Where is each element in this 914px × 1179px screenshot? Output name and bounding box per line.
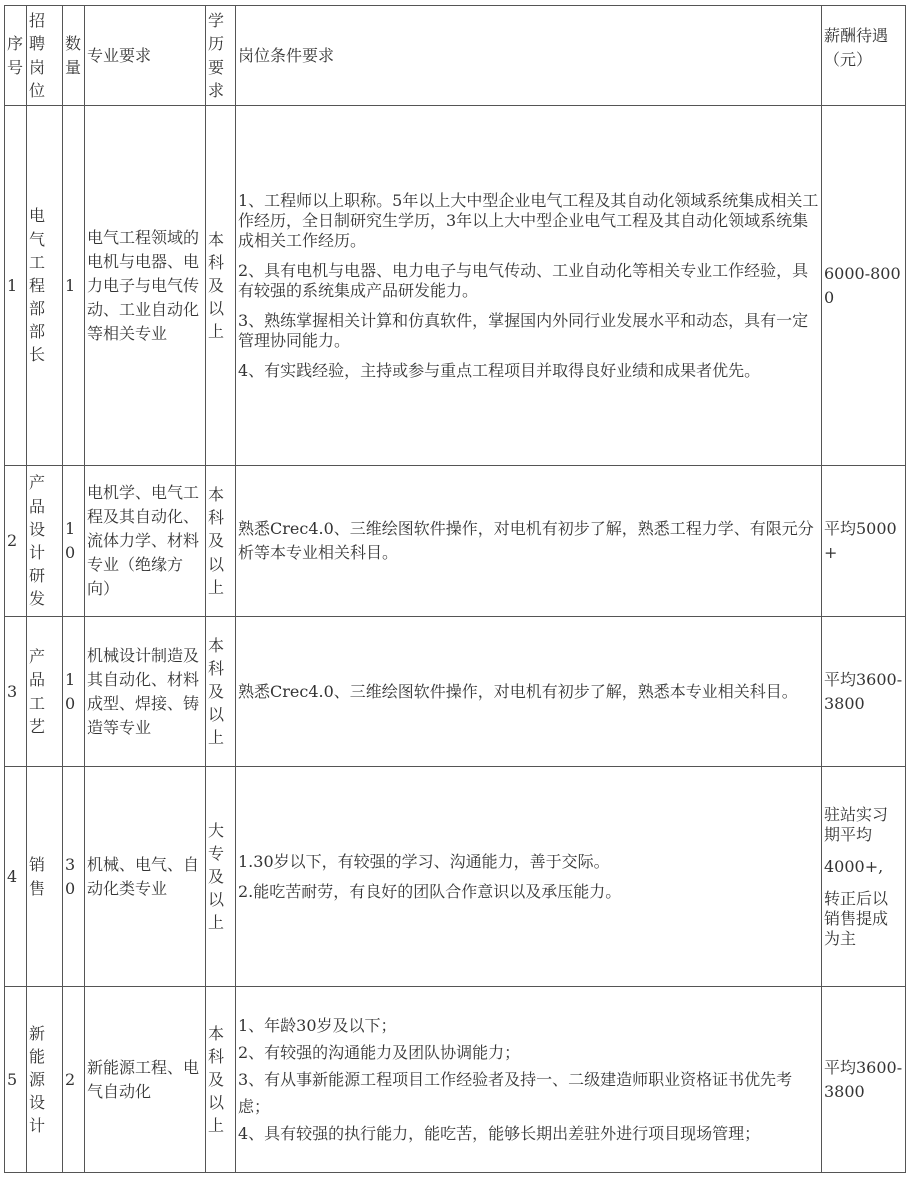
- row-count: 1: [63, 106, 85, 466]
- row-no: 3: [5, 617, 27, 767]
- header-count: 数量: [63, 6, 85, 106]
- table-row: [5, 987, 906, 1173]
- condition-item: 2.能吃苦耐劳，有良好的团队合作意识以及承压能力。: [238, 881, 622, 901]
- header-major: 专业要求: [85, 6, 206, 106]
- row-salary: 6000-8000: [822, 106, 906, 466]
- row-major: 机械、电气、自动化类专业: [85, 767, 206, 987]
- condition-item: 3、熟练掌握相关计算和仿真软件，掌握国内外同行业发展水平和动态，具有一定管理协同能力。: [238, 310, 809, 350]
- row-salary: 平均3600-3800: [822, 617, 906, 767]
- row-major: 电机学、电气工程及其自动化、流体力学、材料专业（绝缘方向）: [85, 466, 206, 617]
- row-count: 10: [63, 466, 85, 617]
- row-conditions: [236, 767, 822, 987]
- condition-item: 1.30岁以下，有较强的学习、沟通能力，善于交际。: [238, 851, 610, 871]
- table-row: [5, 466, 906, 617]
- table-row: [5, 617, 906, 767]
- row-no: 5: [5, 987, 27, 1173]
- condition-item: 1、年龄30岁及以下；: [238, 1016, 397, 1035]
- row-position: 产品工艺: [27, 617, 63, 767]
- header-position: 招聘岗位: [27, 6, 63, 106]
- row-education: 大专及以上: [206, 767, 236, 987]
- header-conditions: 岗位条件要求: [236, 6, 822, 106]
- row-salary: 平均3600-3800: [822, 987, 906, 1173]
- condition-item: 4、有实践经验，主持或参与重点工程项目并取得良好业绩和成果者优先。: [238, 360, 761, 380]
- row-major: 新能源工程、电气自动化: [85, 987, 206, 1173]
- row-education: 本科及以上: [206, 106, 236, 466]
- row-education: 本科及以上: [206, 617, 236, 767]
- header-salary: 薪酬待遇（元）: [822, 6, 906, 106]
- row-education: 本科及以上: [206, 466, 236, 617]
- condition-item: 4、具有较强的执行能力，能吃苦，能够长期出差驻外进行项目现场管理；: [238, 1124, 761, 1143]
- table-row: [5, 767, 906, 987]
- header-no: 序号: [5, 6, 27, 106]
- row-position: 产品设计研发: [27, 466, 63, 617]
- header-education: 学历要求: [206, 6, 236, 106]
- row-conditions: [236, 987, 822, 1173]
- row-position: 销售: [27, 767, 63, 987]
- row-conditions: [236, 617, 822, 767]
- row-position: 新能源设计: [27, 987, 63, 1173]
- row-education: 本科及以上: [206, 987, 236, 1173]
- row-conditions: [236, 466, 822, 617]
- row-count: 2: [63, 987, 85, 1173]
- header-row: [5, 6, 906, 106]
- row-no: 1: [5, 106, 27, 466]
- row-no: 2: [5, 466, 27, 617]
- row-salary: [822, 767, 906, 987]
- condition-item: 1、工程师以上职称。5年以上大中型企业电气工程及其自动化领域系统集成相关工作经历，全日制研究生学历，3年以上大中型企业电气工程及其自动化领域系统集成相关工作经历。: [238, 190, 819, 250]
- salary-line: 4000+,: [824, 856, 884, 876]
- row-count: 10: [63, 617, 85, 767]
- recruitment-table: [4, 5, 906, 1173]
- row-salary: 平均5000+: [822, 466, 906, 617]
- condition-item: 2、具有电机与电器、电力电子与电气传动、工业自动化等相关专业工作经验，具有较强的系统集成产品研发能力。: [238, 260, 809, 300]
- condition-item: 熟悉Crec4.0、三维绘图软件操作，对电机有初步了解，熟悉工程力学、有限元分析等本专业相关科目。: [238, 519, 814, 562]
- row-no: 4: [5, 767, 27, 987]
- salary-line: 转正后以销售提成为主: [824, 888, 889, 948]
- row-major: 机械设计制造及其自动化、材料成型、焊接、铸造等专业: [85, 617, 206, 767]
- row-major: 电气工程领域的电机与电器、电力电子与电气传动、工业自动化等相关专业: [85, 106, 206, 466]
- condition-item: 熟悉Crec4.0、三维绘图软件操作，对电机有初步了解，熟悉本专业相关科目。: [238, 681, 798, 701]
- condition-item: 3、有从事新能源工程项目工作经验者及持一、二级建造师职业资格证书优先考虑；: [238, 1070, 793, 1116]
- row-count: 30: [63, 767, 85, 987]
- salary-line: 驻站实习期平均: [824, 804, 889, 844]
- table-row: [5, 106, 906, 466]
- condition-item: 2、有较强的沟通能力及团队协调能力；: [238, 1043, 521, 1062]
- row-position: 电气工程部部长: [27, 106, 63, 466]
- row-conditions: [236, 106, 822, 466]
